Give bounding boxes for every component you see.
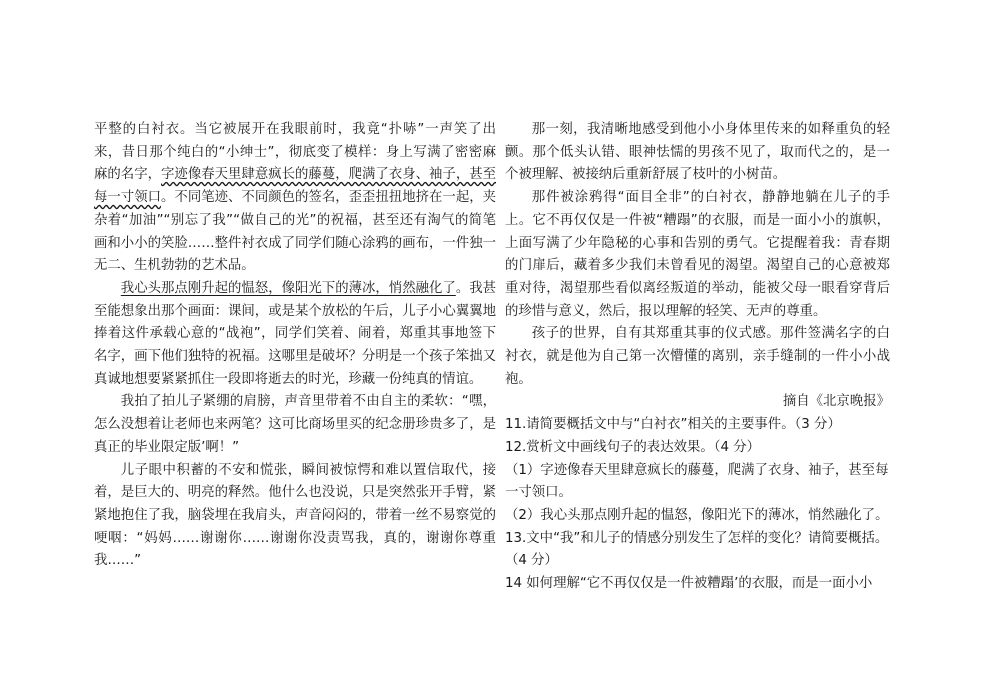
paragraph-anger-melted xyxy=(94,278,496,392)
paragraph-moment: 那一刻，我清晰地感受到他小小身体里传来的如释重负的轻颤。那个低头认错、眼神怯懦的男孩不见了，取而代之的，是一个被理解、被接纳后重新舒展了枝叶的小树苗。 xyxy=(505,122,890,183)
paragraph-son-relief: 儿子眼中积蓄的不安和慌张，瞬间被惊愕和难以置信取代，接着，是巨大的、明亮的释然。他什么也没说，只是突然张开手臂，紧紧地抱住了我，脑袋埋在我肩头，声音闷闷的，带着一丝不易察觉的哽咽：“妈妈……谢谢你……谢谢你没责骂我，真的，谢谢你尊重我……” xyxy=(94,462,496,569)
right-column xyxy=(505,119,890,596)
paragraph-shirt-flag: 那件被涂鸦得“面目全非”的白衬衣，静静地躺在儿子的手上。它不再仅仅是一件被“糟蹋”的衣服，而是一面小小的旗帜，上面写满了少年隐秘的心事和告别的勇气。它提醒着我：青春期的门扉后，藏着多少我们未曾看见的渴望。渴望自己的心意被郑重对待，渴望那些看似离经叛道的举动，能被父母一眼看穿背后的珍惜与意义，然后，报以理解的轻笑、无声的尊重。 xyxy=(505,190,890,319)
question-13: 13.文中“我”和儿子的情感分别发生了怎样的变化？请简要概括。（4 分） xyxy=(505,530,889,569)
text: 平整的白衬衣。当它被展开在我眼前时，我竟“扑哧”一声笑了出来，昔日那个纯白的“小绅士”，彻底变了模样：身上写满了密密麻麻的名字， xyxy=(94,122,496,183)
source-line: 摘自《北京晚报》 xyxy=(782,394,890,410)
underlined-sentence-2: 我心头那点刚升起的愠怒，像阳光下的薄冰，悄然融化了 xyxy=(120,280,456,296)
left-column xyxy=(94,119,496,573)
question-12-item-2: （2）我心头那点刚升起的愠怒，像阳光下的薄冰，悄然融化了。 xyxy=(505,507,889,523)
paragraph-shirt-description xyxy=(94,119,496,278)
paragraph-pat-shoulder: 我拍了拍儿子紧绷的肩膀，声音里带着不由自主的柔软：“嘿，怎么没想着让老师也来两笔？这可比商场里买的纪念册珍贵多了，是真正的毕业限定版’啊！” xyxy=(94,394,496,455)
question-12: 12.赏析文中画线句子的表达效果。（4 分） xyxy=(505,439,761,455)
underlined-sentence-1: 字迹像春天里肆意疯长的藤蔓，爬满了衣身、袖子，甚至每一寸领口 xyxy=(94,167,497,206)
question-14: 14 如何理解“它不再仅仅是一件被糟蹋’的衣服，而是一面小小 xyxy=(505,576,873,592)
paragraph-ritual: 孩子的世界，自有其郑重其事的仪式感。那件签满名字的白衬衣，就是他为自己第一次懵懂的离别，亲手缝制的一件小小战袍。 xyxy=(505,326,890,387)
question-12-item-1: （1）字迹像春天里肆意疯长的藤蔓，爬满了衣身、袖子，甚至每一寸领口。 xyxy=(505,462,889,501)
text: 。我甚至能想象出那个画面：课间，或是某个放松的午后，儿子小心翼翼地捧着这件承载心意的“战袍”，同学们笑着、闹着，郑重其事地签下名字，画下他们独特的祝福。这哪里是破坏？分明是一个孩子笨拙又真诚地想要紧紧抓住一段即将逝去的时光，珍藏一份纯真的情谊。 xyxy=(94,280,497,387)
text: 。不同笔迹、不同颜色的签名，歪歪扭扭地挤在一起，夹杂着“加油”“别忘了我”“做自己的光”的祝福，甚至还有淘气的简笔画和小小的笑脸……整件衬衣成了同学们随心涂鸦的画布，一件独一无二、生机勃勃的艺术品。 xyxy=(94,190,497,274)
question-11: 11.请简要概括文中与“白衬衣”相关的主要事件。（3 分） xyxy=(505,417,841,433)
